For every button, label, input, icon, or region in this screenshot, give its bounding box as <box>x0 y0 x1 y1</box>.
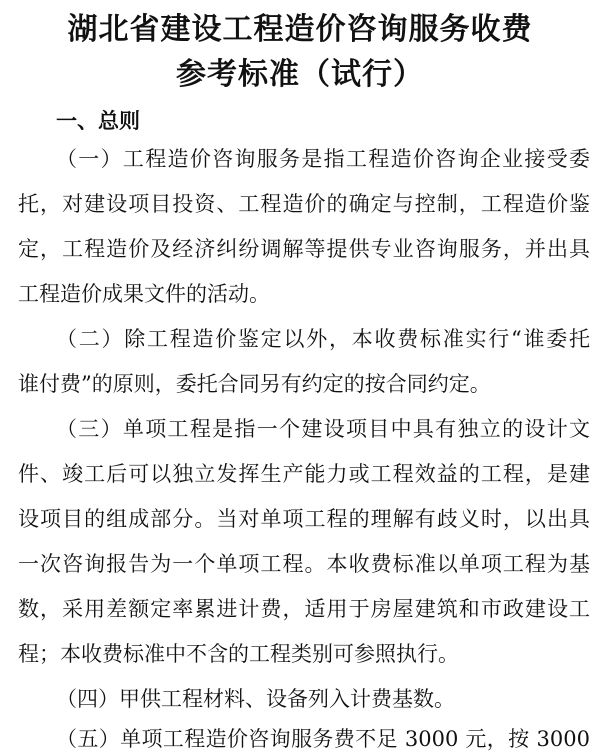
paragraph-3-line-6: 程；本收费标准中不含的工程类别可参照执行。 <box>18 642 459 666</box>
paragraph-5-line-1: （五）单项工程造价咨询服务费不足 3000 元，按 3000 <box>56 727 590 751</box>
paragraph-4-line-1: （四）甲供工程材料、设备列入计费基数。 <box>56 687 455 711</box>
paragraph-3-line-3: 设项目的组成部分。当对单项工程的理解有歧义时，以出具 <box>18 507 590 531</box>
document-title-line-2: 参考标准（试行） <box>176 57 424 92</box>
paragraph-3-line-2: 件、竣工后可以独立发挥生产能力或工程效益的工程，是建 <box>18 462 590 486</box>
paragraph-3-line-1: （三）单项工程是指一个建设项目中具有独立的设计文 <box>56 417 590 441</box>
paragraph-3-line-4: 一次咨询报告为一个单项工程。本收费标准以单项工程为基 <box>18 552 590 576</box>
paragraph-2-line-2: 谁付费”的原则，委托合同另有约定的按合同约定。 <box>18 372 491 396</box>
paragraph-1-line-3: 定，工程造价及经济纠纷调解等提供专业咨询服务，并出具 <box>18 237 590 261</box>
paragraph-1-line-4: 工程造价成果文件的活动。 <box>18 282 270 306</box>
paragraph-2-line-1: （二）除工程造价鉴定以外，本收费标准实行“谁委托 <box>56 327 590 351</box>
section-heading: 一、总则 <box>56 108 140 133</box>
document-title-line-1: 湖北省建设工程造价咨询服务收费 <box>67 12 533 47</box>
paragraph-3-line-5: 数，采用差额定率累进计费，适用于房屋建筑和市政建设工 <box>18 597 590 621</box>
paragraph-1-line-1: （一）工程造价咨询服务是指工程造价咨询企业接受委 <box>56 147 590 171</box>
paragraph-1-line-2: 托，对建设项目投资、工程造价的确定与控制，工程造价鉴 <box>18 192 590 216</box>
